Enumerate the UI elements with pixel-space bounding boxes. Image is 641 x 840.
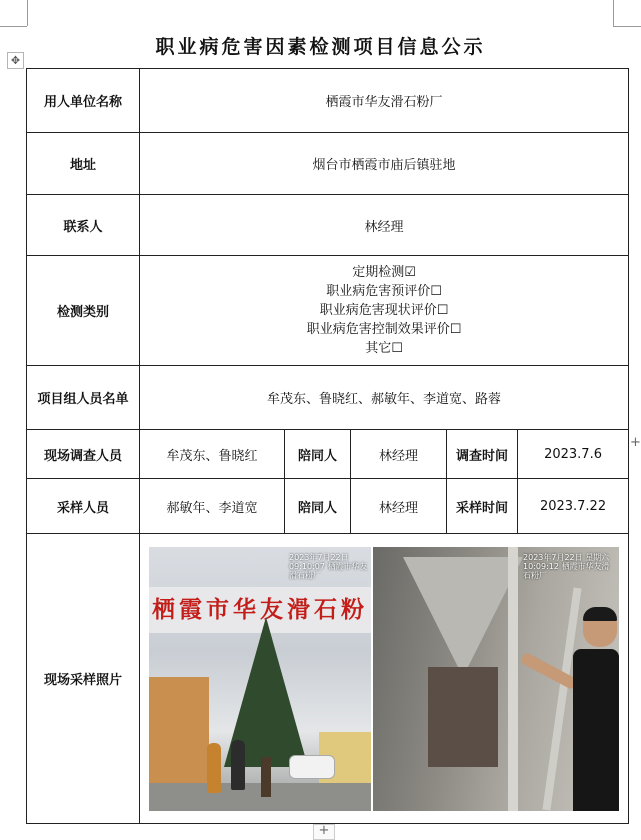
employer-value: 栖霞市华友滑石粉厂 (140, 69, 629, 133)
worker-body (573, 649, 619, 811)
address-value: 烟台市栖霞市庙后镇驻地 (140, 133, 629, 195)
worker-hair (583, 607, 617, 621)
detection-type-label: 检测类别 (27, 256, 140, 366)
photos-label: 现场采样照片 (27, 534, 140, 824)
team-label: 项目组人员名单 (27, 366, 140, 430)
option-control-effect-evaluation: 职业病危害控制效果评价☐ (306, 322, 462, 337)
photo-machine (428, 667, 498, 767)
option-other: 其它☐ (365, 341, 403, 356)
add-column-icon[interactable]: + (630, 435, 641, 450)
table-row-sampling (27, 479, 629, 534)
crop-mark-top-right-vertical (613, 0, 614, 26)
table-move-handle-icon[interactable]: ✥ (7, 52, 24, 69)
sampling-label: 采样人员 (27, 479, 140, 534)
table-row-detection-type (27, 256, 629, 366)
contact-label: 联系人 (27, 195, 140, 256)
photo-person-1 (207, 743, 221, 793)
survey-time-label: 调查时间 (447, 430, 518, 479)
survey-companion: 林经理 (351, 430, 447, 479)
survey-time: 2023.7.6 (518, 430, 629, 479)
table-row-contact (27, 195, 629, 256)
photos-cell (140, 534, 629, 824)
sampling-staff: 郝敏年、李道宽 (140, 479, 285, 534)
photo-tree-trunk (261, 757, 271, 797)
crop-mark-top-left-vertical (27, 0, 28, 26)
employer-label: 用人单位名称 (27, 69, 140, 133)
page-title: 职业病危害因素检测项目信息公示 (155, 36, 486, 58)
survey-staff: 牟茂东、鲁晓红 (140, 430, 285, 479)
table-row-team (27, 366, 629, 430)
crop-mark-top-right-horizontal (613, 26, 641, 27)
site-photo-sampling[interactable] (373, 547, 619, 811)
photo-person-2 (231, 740, 245, 790)
photo-ground (149, 783, 371, 811)
table-row-address (27, 133, 629, 195)
factory-sign: 栖霞市华友滑石粉 (149, 587, 371, 633)
crop-mark-top-left-horizontal (0, 26, 27, 27)
photo-hopper (403, 557, 523, 677)
table-row-photos (27, 534, 629, 824)
survey-label: 现场调查人员 (27, 430, 140, 479)
table-row-employer (27, 69, 629, 133)
photo-worker (569, 607, 619, 811)
option-pre-evaluation: 职业病危害预评价☐ (326, 284, 442, 299)
sampling-time-label: 采样时间 (447, 479, 518, 534)
contact-value: 林经理 (140, 195, 629, 256)
option-periodic: 定期检测☑ (352, 265, 416, 280)
photo-pipe (508, 547, 518, 811)
sampling-companion: 林经理 (351, 479, 447, 534)
table-row-survey (27, 430, 629, 479)
option-status-evaluation: 职业病危害现状评价☐ (319, 303, 449, 318)
photo-strip (140, 547, 628, 811)
add-row-icon[interactable]: + (313, 824, 335, 840)
team-value: 牟茂东、鲁晓红、郝敏年、李道宽、路蓉 (140, 366, 629, 430)
detection-type-options (140, 256, 629, 366)
photo2-timestamp: 2023年7月22日 星期六 10:09:12 栖霞市华友滑石粉厂 (523, 552, 610, 580)
photo1-timestamp: 2023年7月22日 09:10:07 栖霞市华友滑石粉厂 (289, 552, 368, 580)
sampling-time: 2023.7.22 (518, 479, 629, 534)
photo-car (289, 755, 335, 779)
site-photo-entrance[interactable] (149, 547, 371, 811)
info-table (26, 68, 629, 824)
sampling-companion-label: 陪同人 (285, 479, 351, 534)
address-label: 地址 (27, 133, 140, 195)
survey-companion-label: 陪同人 (285, 430, 351, 479)
